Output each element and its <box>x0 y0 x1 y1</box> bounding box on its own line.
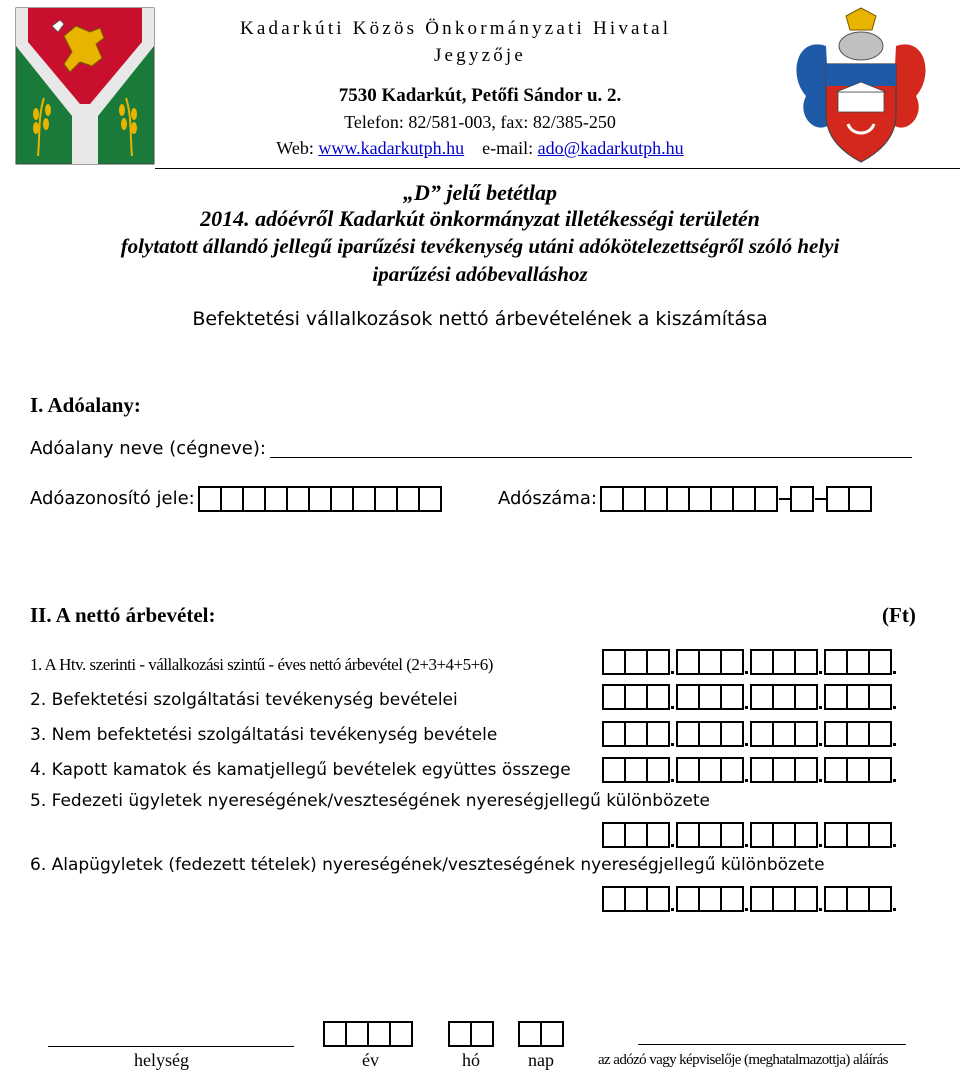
digit-box[interactable] <box>846 822 870 848</box>
revenue-row-4-amount[interactable] <box>602 757 898 783</box>
thousands-separator <box>892 822 898 848</box>
digit-box[interactable] <box>624 684 648 710</box>
thousands-separator <box>670 721 676 747</box>
digit-box[interactable] <box>720 822 744 848</box>
form-subtitle: Befektetési vállalkozások nettó árbevételének a kiszámítása <box>192 308 768 330</box>
digit-box[interactable] <box>646 649 670 675</box>
office-address: 7530 Kadarkút, Petőfi Sándor u. 2. <box>338 85 622 106</box>
revenue-row-6-amount[interactable] <box>602 886 898 912</box>
signature-field[interactable] <box>638 1044 906 1045</box>
digit-box[interactable] <box>602 721 626 747</box>
revenue-row-2-amount[interactable] <box>602 684 898 710</box>
digit-box[interactable] <box>624 822 648 848</box>
revenue-row-1-amount[interactable] <box>602 649 898 675</box>
digit-box[interactable] <box>846 886 870 912</box>
signature-label: az adózó vagy képviselője (meghatalmazottja) aláírás <box>598 1052 888 1068</box>
digit-box[interactable] <box>676 721 700 747</box>
digit-box[interactable] <box>772 721 796 747</box>
thousands-separator <box>892 757 898 783</box>
thousands-separator <box>744 886 750 912</box>
digit-box[interactable] <box>824 822 848 848</box>
revenue-row-5-label: 5. Fedezeti ügyletek nyereségének/veszteségének nyereségjellegű különbözete <box>30 791 710 811</box>
taxpayer-name-label: Adóalany neve (cégneve): <box>30 438 266 459</box>
digit-box[interactable] <box>646 721 670 747</box>
revenue-row-4-label: 4. Kapott kamatok és kamatjellegű bevételek együttes összege <box>30 760 571 780</box>
form-title-line3: folytatott állandó jellegű iparűzési tevékenység utáni adókötelezettségről szóló helyi <box>120 234 840 258</box>
thousands-separator <box>818 886 824 912</box>
digit-box[interactable] <box>602 822 626 848</box>
digit-box[interactable] <box>624 886 648 912</box>
digit-box[interactable] <box>624 721 648 747</box>
thousands-separator <box>744 822 750 848</box>
email-link[interactable]: ado@kadarkutph.hu <box>537 138 684 158</box>
digit-box[interactable] <box>772 886 796 912</box>
section2-heading: II. A nettó árbevétel: <box>30 603 216 627</box>
thousands-separator <box>670 886 676 912</box>
digit-box[interactable] <box>720 649 744 675</box>
digit-box[interactable] <box>602 886 626 912</box>
digit-box[interactable] <box>868 886 892 912</box>
digit-box[interactable] <box>824 757 848 783</box>
form-title: „D” jelű betétlap <box>403 180 557 205</box>
web-link[interactable]: www.kadarkutph.hu <box>318 138 465 158</box>
thousands-separator <box>744 684 750 710</box>
digit-box[interactable] <box>646 757 670 783</box>
digit-box[interactable] <box>698 649 722 675</box>
revenue-row-5-amount[interactable] <box>602 822 898 848</box>
revenue-row-2-label: 2. Befektetési szolgáltatási tevékenység bevételei <box>30 690 458 710</box>
thousands-separator <box>744 721 750 747</box>
thousands-separator <box>892 721 898 747</box>
digit-box[interactable] <box>698 684 722 710</box>
digit-box[interactable] <box>676 822 700 848</box>
place-field[interactable] <box>48 1046 294 1047</box>
thousands-separator <box>818 684 824 710</box>
digit-box[interactable] <box>772 822 796 848</box>
digit-box[interactable] <box>698 822 722 848</box>
digit-box[interactable] <box>772 649 796 675</box>
digit-box[interactable] <box>750 757 774 783</box>
digit-box[interactable] <box>794 649 818 675</box>
digit-box[interactable] <box>824 649 848 675</box>
month-label: hó <box>462 1050 480 1070</box>
digit-box[interactable] <box>676 757 700 783</box>
digit-box[interactable] <box>824 886 848 912</box>
thousands-separator <box>818 721 824 747</box>
revenue-row-6-label: 6. Alapügyletek (fedezett tételek) nyereségének/veszteségének nyereségjellegű különbözete <box>30 855 825 875</box>
digit-box[interactable] <box>868 822 892 848</box>
digit-box[interactable] <box>794 721 818 747</box>
digit-box[interactable] <box>698 721 722 747</box>
form-title-line2: 2014. adóévről Kadarkút önkormányzat illetékességi területén <box>200 206 760 231</box>
day-boxes[interactable] <box>518 1021 564 1047</box>
digit-box[interactable] <box>750 886 774 912</box>
year-label: év <box>362 1050 379 1070</box>
digit-box[interactable] <box>676 684 700 710</box>
office-name: Kadarkúti Közös Önkormányzati Hivatal <box>240 18 672 39</box>
digit-box[interactable] <box>602 684 626 710</box>
tax-id-boxes[interactable] <box>198 486 442 512</box>
thousands-separator <box>744 649 750 675</box>
digit-box[interactable] <box>720 886 744 912</box>
digit-box[interactable] <box>846 721 870 747</box>
digit-box[interactable] <box>846 649 870 675</box>
thousands-separator <box>892 649 898 675</box>
digit-box[interactable] <box>720 684 744 710</box>
digit-box[interactable] <box>646 886 670 912</box>
thousands-separator <box>818 822 824 848</box>
thousands-separator <box>670 684 676 710</box>
thousands-separator <box>670 649 676 675</box>
revenue-row-3-label: 3. Nem befektetési szolgáltatási tevékenység bevétele <box>30 725 498 745</box>
revenue-row-3-amount[interactable] <box>602 721 898 747</box>
tax-number-label: Adószáma: <box>498 488 597 509</box>
digit-box[interactable] <box>794 822 818 848</box>
thousands-separator <box>670 757 676 783</box>
office-role: Jegyzője <box>433 45 527 66</box>
revenue-row-1-label: 1. A Htv. szerinti - vállalkozási szintű - éves nettó árbevétel (2+3+4+5+6) <box>30 655 493 674</box>
thousands-separator <box>818 757 824 783</box>
digit-box[interactable] <box>772 684 796 710</box>
thousands-separator <box>818 649 824 675</box>
thousands-separator <box>892 886 898 912</box>
digit-box[interactable] <box>698 757 722 783</box>
digit-box[interactable] <box>750 721 774 747</box>
digit-box[interactable] <box>602 757 626 783</box>
web-label: Web: <box>276 138 314 158</box>
thousands-separator <box>744 757 750 783</box>
month-boxes[interactable] <box>448 1021 494 1047</box>
section1-heading: I. Adóalany: <box>30 393 141 417</box>
tax-id-label: Adóazonosító jele: <box>30 488 195 509</box>
digit-box[interactable] <box>676 649 700 675</box>
digit-box[interactable] <box>846 684 870 710</box>
digit-box[interactable] <box>846 757 870 783</box>
digit-box[interactable] <box>676 886 700 912</box>
header-divider <box>155 168 960 169</box>
digit-box[interactable] <box>772 757 796 783</box>
form-title-line4: iparűzési adóbevalláshoz <box>372 262 588 286</box>
digit-box[interactable] <box>646 684 670 710</box>
digit-box[interactable] <box>646 822 670 848</box>
tax-number-boxes[interactable] <box>600 486 872 512</box>
digit-box[interactable] <box>602 649 626 675</box>
year-boxes[interactable] <box>323 1021 413 1047</box>
day-label: nap <box>528 1050 554 1070</box>
digit-box[interactable] <box>750 684 774 710</box>
digit-box[interactable] <box>750 649 774 675</box>
digit-box[interactable] <box>698 886 722 912</box>
digit-box[interactable] <box>824 684 848 710</box>
digit-box[interactable] <box>868 684 892 710</box>
digit-box[interactable] <box>824 721 848 747</box>
thousands-separator <box>892 684 898 710</box>
digit-box[interactable] <box>720 757 744 783</box>
office-web-email <box>0 138 960 159</box>
digit-box[interactable] <box>794 684 818 710</box>
currency-unit: (Ft) <box>882 603 916 627</box>
place-label: helység <box>134 1050 189 1070</box>
digit-box[interactable] <box>868 649 892 675</box>
taxpayer-name-field[interactable] <box>270 457 912 458</box>
digit-box[interactable] <box>624 649 648 675</box>
digit-box[interactable] <box>750 822 774 848</box>
digit-box[interactable] <box>868 721 892 747</box>
digit-box[interactable] <box>868 757 892 783</box>
office-phone: Telefon: 82/581-003, fax: 82/385-250 <box>344 112 616 132</box>
email-label: e-mail: <box>482 138 534 158</box>
thousands-separator <box>670 822 676 848</box>
digit-box[interactable] <box>624 757 648 783</box>
digit-box[interactable] <box>720 721 744 747</box>
digit-box[interactable] <box>794 886 818 912</box>
digit-box[interactable] <box>794 757 818 783</box>
